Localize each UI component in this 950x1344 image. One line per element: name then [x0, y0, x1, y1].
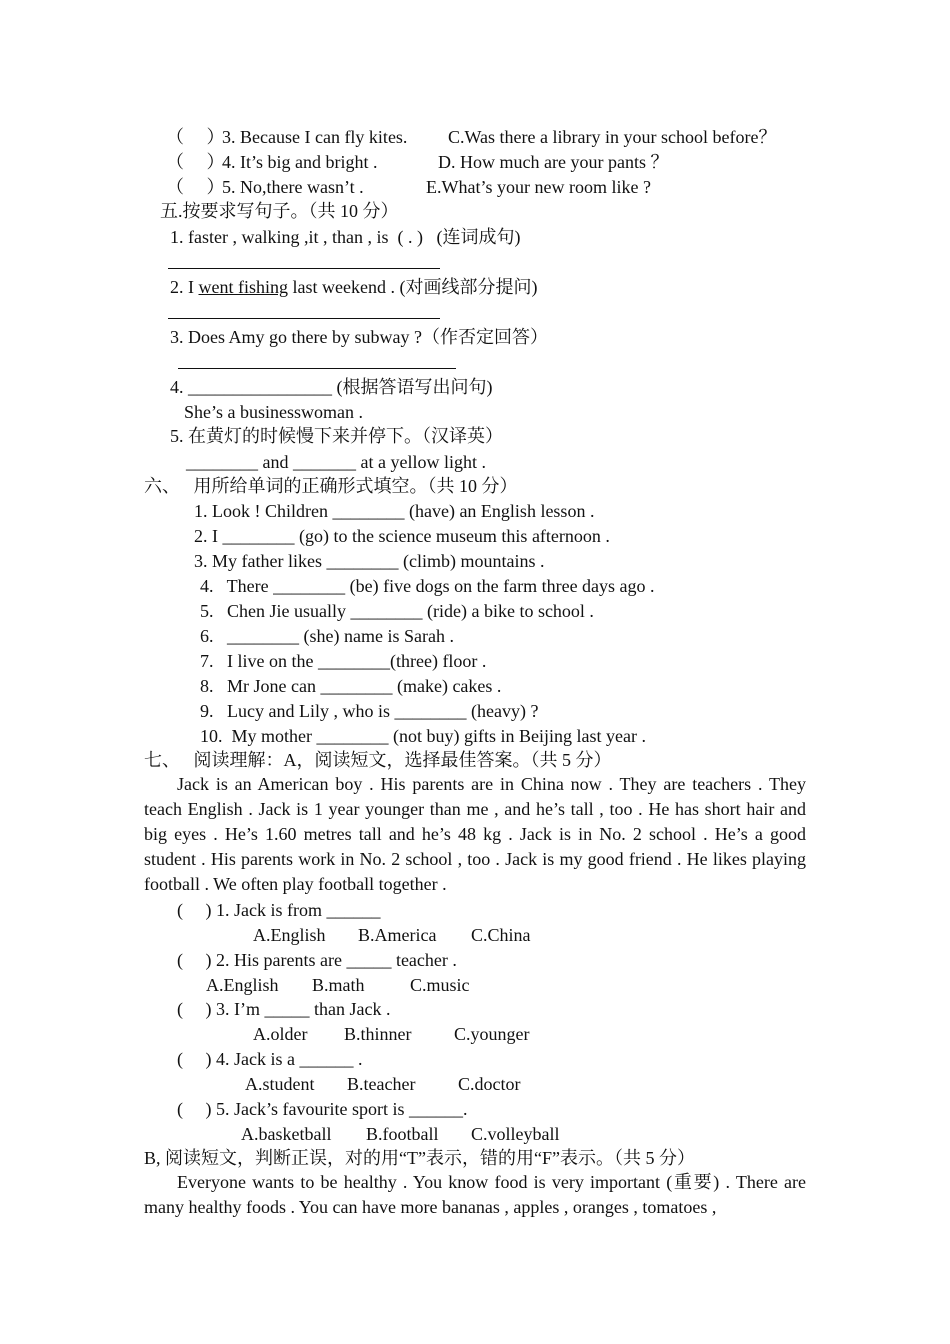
section5-q4-answer: She’s a businesswoman .: [184, 402, 363, 422]
option-a: A.student: [245, 1074, 315, 1094]
fill-item: 8. Mr Jone can ________ (make) cakes .: [200, 676, 502, 696]
match-bracket: （ ）: [166, 152, 225, 172]
answer-line: [178, 368, 456, 369]
option-a: A.basketball: [241, 1124, 332, 1144]
section6-title: 六、 用所给单词的正确形式填空。（共 10 分）: [144, 476, 518, 496]
option-a: A.older: [253, 1024, 308, 1044]
fill-item: 2. I ________ (go) to the science museum this afternoon .: [194, 526, 610, 546]
fill-item: 9. Lucy and Lily , who is ________ (heavy) ?: [200, 701, 539, 721]
passage-a-text: Jack is an American boy . His parents are in China now . They are teachers . They teach English . Jack is 1 year younger than me , and he’s tall , too . He has short hair and big eyes . He’s 1.60 metres tall and he’s 48 kg . Jack is in No. 2 school . He’s a good student . His parents work in No. 2 school , too . Jack is my good friend . He likes playing football . We often play football together .: [144, 774, 806, 894]
reading-question: ( ) 2. His parents are _____ teacher .: [177, 950, 457, 970]
fill-item: 4. There ________ (be) five dogs on the farm three days ago .: [200, 576, 655, 596]
section5-q2: [170, 276, 537, 298]
section5-q5-blank: ________ and _______ at a yellow light .: [186, 452, 486, 472]
match-answer: D. How much are your pants ？: [438, 152, 669, 172]
option-b: B.math: [312, 975, 365, 995]
answer-line: [168, 318, 440, 319]
option-c: C.doctor: [458, 1074, 521, 1094]
fill-item: 1. Look ! Children ________ (have) an English lesson .: [194, 501, 595, 521]
reading-question: ( ) 5. Jack’s favourite sport is ______.: [177, 1099, 468, 1119]
option-c: C.younger: [454, 1024, 530, 1044]
option-b: B.football: [366, 1124, 439, 1144]
section5-title: 五.按要求写句子。（共 10 分）: [160, 201, 399, 221]
option-a: A.English: [206, 975, 279, 995]
reading-question: ( ) 3. I’m _____ than Jack .: [177, 999, 391, 1019]
q2-underlined-text: went fishing: [198, 277, 288, 297]
passage-b-text: Everyone wants to be healthy . You know food is very important (重要) . There are many healthy foods . You can have more bananas , apples , oranges , tomatoes ,: [144, 1172, 806, 1217]
section5-q3: 3. Does Amy go there by subway ?（作否定回答）: [170, 327, 548, 347]
option-c: C.volleyball: [471, 1124, 560, 1144]
match-question: 4. It’s big and bright .: [222, 152, 378, 172]
fill-item: 10. My mother ________ (not buy) gifts in Beijing last year .: [200, 726, 646, 746]
match-answer: C.Was there a library in your school before？: [448, 127, 777, 147]
match-bracket: （ ）: [166, 177, 225, 197]
sectionB-title: B, 阅读短文，判断正误，对的用“T”表示，错的用“F”表示。（共 5 分）: [144, 1148, 695, 1168]
reading-passage-a: [144, 772, 806, 897]
fill-item: 7. I live on the ________(three) floor .: [200, 651, 487, 671]
fill-item: 6. ________ (she) name is Sarah .: [200, 626, 454, 646]
option-a: A.English: [253, 925, 326, 945]
match-question: 5. No,there wasn’t .: [222, 177, 364, 197]
reading-question: ( ) 1. Jack is from ______: [177, 900, 381, 920]
reading-question: ( ) 4. Jack is a ______ .: [177, 1049, 363, 1069]
fill-item: 3. My father likes ________ (climb) mountains .: [194, 551, 545, 571]
option-b: B.thinner: [344, 1024, 412, 1044]
match-answer: E.What’s your new room like ?: [426, 177, 651, 197]
match-question: 3. Because I can fly kites.: [222, 127, 408, 147]
q2-text-pre: 2. I: [170, 277, 199, 297]
section5-q5: 5. 在黄灯的时候慢下来并停下。（汉译英）: [170, 426, 503, 446]
section5-q1: 1. faster , walking ,it , than , is ( . ) (连词成句): [170, 227, 521, 247]
option-c: C.music: [410, 975, 470, 995]
match-bracket: （ ）: [166, 127, 225, 147]
option-b: B.America: [358, 925, 437, 945]
q2-text-post: last weekend . (对画线部分提问): [288, 277, 538, 297]
answer-line: [168, 268, 440, 269]
section7-title: 七、 阅读理解：A，阅读短文，选择最佳答案。（共 5 分）: [144, 750, 612, 770]
fill-item: 5. Chen Jie usually ________ (ride) a bike to school .: [200, 601, 594, 621]
section5-q4: 4. ________________ (根据答语写出问句): [170, 377, 493, 397]
reading-passage-b: [144, 1170, 806, 1220]
option-c: C.China: [471, 925, 531, 945]
option-b: B.teacher: [347, 1074, 416, 1094]
